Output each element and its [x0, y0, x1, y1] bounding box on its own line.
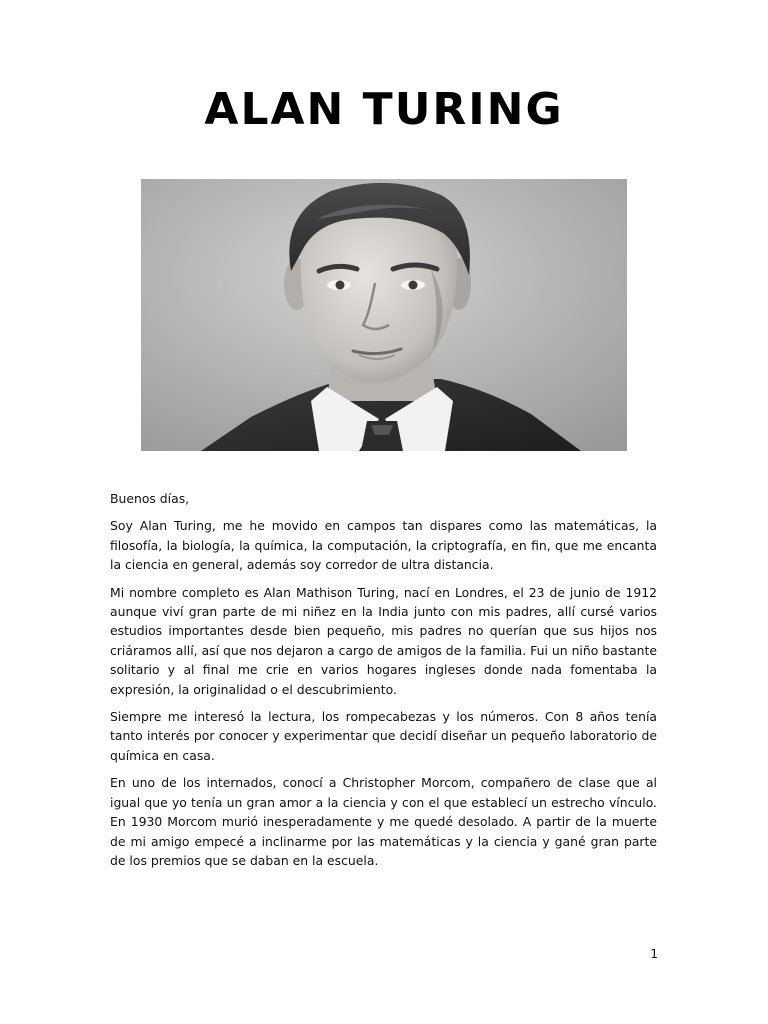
letter-body [110, 489, 657, 878]
portrait-photo [141, 179, 627, 451]
paragraph-interests: Siempre me interesó la lectura, los rompecabezas y los números. Con 8 años tenía tanto interés por conocer y experimentar que decidí diseñar un pequeño laboratorio de química en casa. [110, 709, 657, 763]
paragraph-morcom: En uno de los internados, conocí a Christopher Morcom, compañero de clase que al igual que yo tenía un gran amor a la ciencia y con el que establecí un estrecho vínculo. En 1930 Morcom murió inesperadamente y me quedé desolado. A partir de la muerte de mi amigo empecé a inclinarme por las matemáticas y la ciencia y gané gran parte de los premios que se daban en la escuela. [110, 775, 657, 868]
paragraph-childhood: Mi nombre completo es Alan Mathison Turing, nací en Londres, el 23 de junio de 1912 aunque viví gran parte de mi niñez en la India junto con mis padres, allí cursé varios estudios importantes desde bien pequeño, mis padres no querían que sus hijos nos criáramos allí, así que nos dejaron a cargo de amigos de la familia. Fui un niño bastante solitario y al final me crie en varios hogares ingleses donde nada fomentaba la expresión, la originalidad o el descubrimiento. [110, 584, 657, 697]
paragraph-intro: Soy Alan Turing, me he movido en campos tan dispares como las matemáticas, la filosofía, la biología, la química, la computación, la criptografía, en fin, que me encanta la ciencia en general, además soy corredor de ultra distancia. [110, 518, 657, 573]
page-title: ALAN TURING [204, 84, 564, 135]
portrait-illustration [141, 179, 627, 451]
page-number: 1 [650, 947, 658, 961]
greeting: Buenos días, [110, 491, 190, 506]
